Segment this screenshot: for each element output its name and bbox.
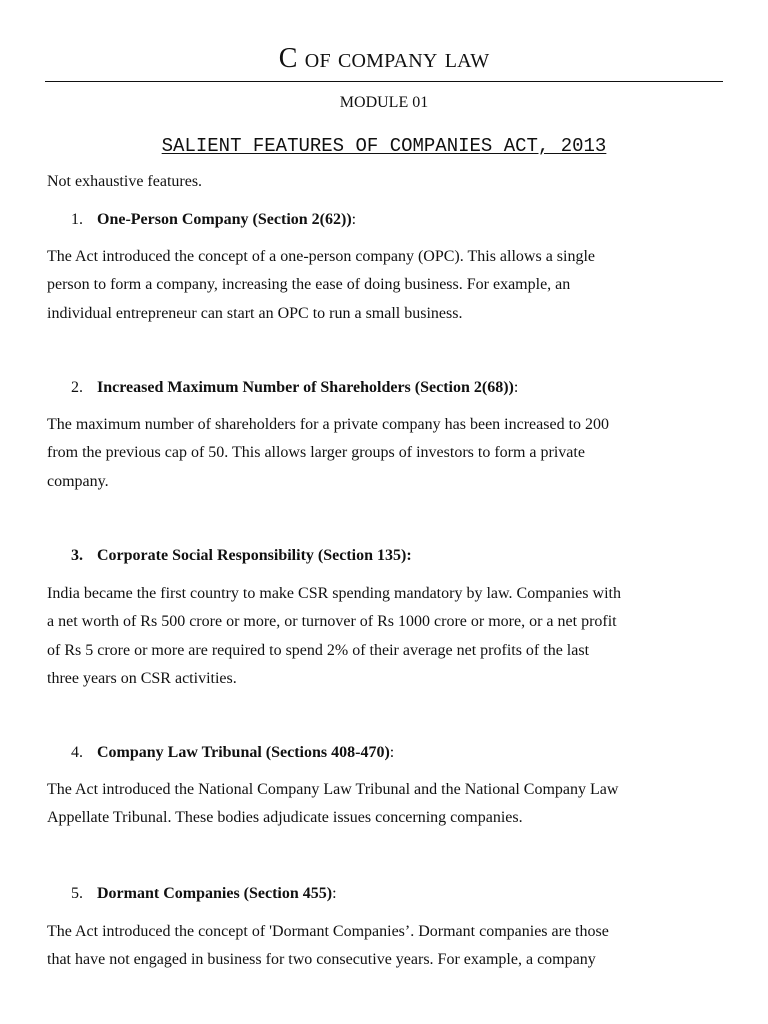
feature-number: 2.: [71, 379, 83, 396]
paragraph-line: The Act introduced the concept of a one-person company (OPC). This allows a single: [47, 248, 596, 265]
feature-colon: :: [513, 379, 519, 396]
feature-heading-5: [71, 883, 337, 905]
feature-paragraph-3: [47, 580, 727, 694]
feature-heading-3: [71, 545, 412, 567]
paragraph-line: that have not engaged in business for two consecutive years. For example, a company: [47, 951, 596, 969]
feature-title: One-Person Company (Section 2(62)): [97, 211, 352, 228]
feature-paragraph-5: [47, 918, 727, 975]
feature-heading-2: [71, 377, 518, 399]
feature-number: 5.: [71, 885, 83, 902]
feature-heading-4: [71, 742, 394, 764]
paragraph-line: from the previous cap of 50. This allows larger groups of investors to form a private: [47, 444, 585, 462]
paragraph-line: three years on CSR activities.: [47, 670, 237, 688]
intro-text: Not exhaustive features.: [47, 173, 203, 190]
feature-colon: :: [332, 885, 337, 902]
feature-colon: :: [389, 744, 395, 761]
feature-number: 3.: [71, 547, 83, 564]
paragraph-line: a net worth of Rs 500 crore or more, or turnover of Rs 1000 crore or more, or a net profit: [47, 613, 617, 631]
document-header-title: C of company law: [278, 43, 490, 74]
feature-title: Corporate Social Responsibility (Section 135): [97, 547, 407, 564]
feature-paragraph-1: [47, 243, 727, 328]
paragraph-line: individual entrepreneur can start an OPC to run a small business.: [47, 304, 463, 322]
module-label: MODULE 01: [339, 94, 429, 111]
section-title: SALIENT FEATURES OF COMPANIES ACT, 2013: [161, 135, 607, 157]
feature-title: Increased Maximum Number of Shareholders (Section 2(68)): [97, 379, 514, 396]
feature-title: Dormant Companies (Section 455): [97, 885, 333, 902]
paragraph-line: The maximum number of shareholders for a private company has been increased to 200: [47, 416, 610, 433]
paragraph-line: India became the first country to make CSR spending mandatory by law. Companies with: [47, 585, 621, 602]
paragraph-line: person to form a company, increasing the ease of doing business. For example, an: [47, 276, 571, 294]
feature-paragraph-2: [47, 411, 727, 496]
feature-colon: :: [351, 211, 357, 228]
paragraph-line: The Act introduced the National Company Law Tribunal and the National Company Law: [47, 781, 619, 798]
paragraph-line: of Rs 5 crore or more are required to spend 2% of their average net profits of the last: [47, 641, 590, 659]
feature-number: 4.: [71, 744, 83, 761]
header-divider: [45, 81, 723, 82]
feature-title: Company Law Tribunal (Sections 408-470): [97, 744, 390, 761]
paragraph-line: The Act introduced the concept of 'Dormant Companies’. Dormant companies are those: [47, 923, 609, 940]
paragraph-line: company.: [47, 472, 109, 490]
feature-paragraph-4: [47, 776, 727, 833]
paragraph-line: Appellate Tribunal. These bodies adjudicate issues concerning companies.: [47, 809, 523, 827]
feature-colon: :: [406, 547, 412, 564]
feature-heading-1: [71, 209, 356, 231]
feature-number: 1.: [71, 211, 83, 228]
